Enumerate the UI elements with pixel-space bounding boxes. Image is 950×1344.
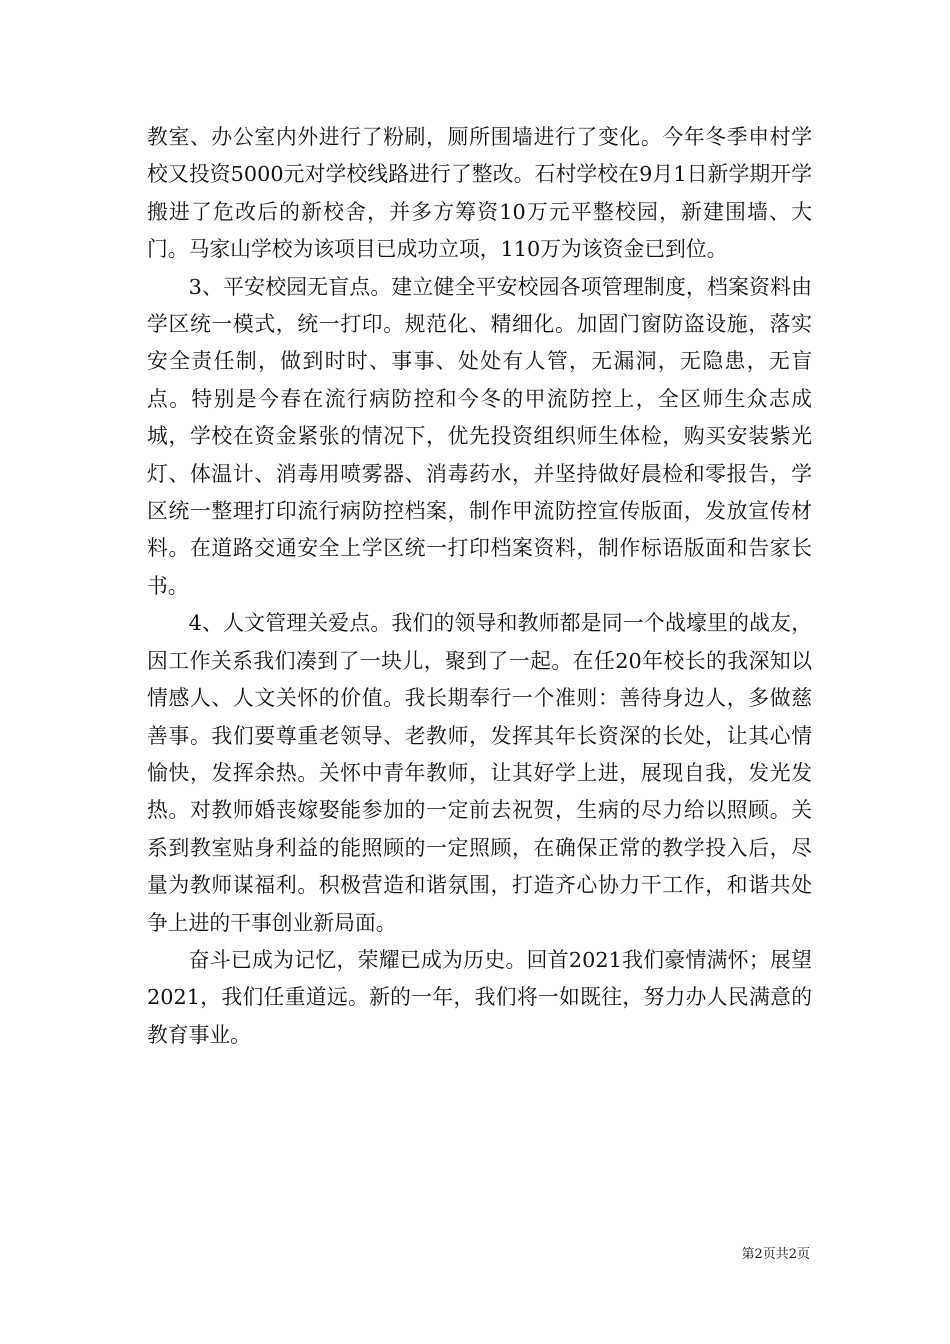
paragraph-school-renovation: 教室、办公室内外进行了粉刷，厕所围墙进行了变化。今年冬季申村学校又投资5000元对学校线路进行了整改。石村学校在9月1日新学期开学搬进了危改后的新校舍，并多方筹资10万元平整校园，新建围墙、大门。马家山学校为该项目已成功立项，110万为该资金已到位。 <box>147 125 812 262</box>
paragraph-conclusion: 奋斗已成为记忆，荣耀已成为历史。回首2021我们豪情满怀；展望2021，我们任重道远。新的一年，我们将一如既往，努力办人民满意的教育事业。 <box>147 947 812 1047</box>
page-footer: 第2页共2页 <box>741 1247 810 1262</box>
paragraph-humanistic-management: 4、人文管理关爱点。我们的领导和教师都是同一个战壕里的战友，因工作关系我们凑到了一块儿，聚到了一起。在任20年校长的我深知以情感人、人文关怀的价值。我长期奉行一个准则：善待身边人，多做慈善事。我们要尊重老领导、老教师，发挥其年长资深的长处，让其心情愉快，发挥余热。关怀中青年教师，让其好学上进，展现自我，发光发热。对教师婚丧嫁娶能参加的一定前去祝贺，生病的尽力给以照顾。关系到教室贴身利益的能照顾的一定照顾，在确保正常的教学投入后，尽量为教师谋福利。积极营造和谐氛围，打造齐心协力干工作，和谐共处争上进的干事创业新局面。 <box>147 611 812 935</box>
document-body <box>147 119 812 1054</box>
paragraph-safe-campus: 3、平安校园无盲点。建立健全平安校园各项管理制度，档案资料由学区统一模式，统一打印。规范化、精细化。加固门窗防盗设施，落实安全责任制，做到时时、事事、处处有人管，无漏洞，无隐患，无盲点。特别是今春在流行病防控和今冬的甲流防控上，全区师生众志成城，学校在资金紧张的情况下，优先投资组织师生体检，购买安装紫光灯、体温计、消毒用喷雾器、消毒药水，并坚持做好晨检和零报告，学区统一整理打印流行病防控档案，制作甲流防控宣传版面，发放宣传材料。在道路交通安全上学区统一打印档案资料，制作标语版面和告家长书。 <box>147 274 812 598</box>
